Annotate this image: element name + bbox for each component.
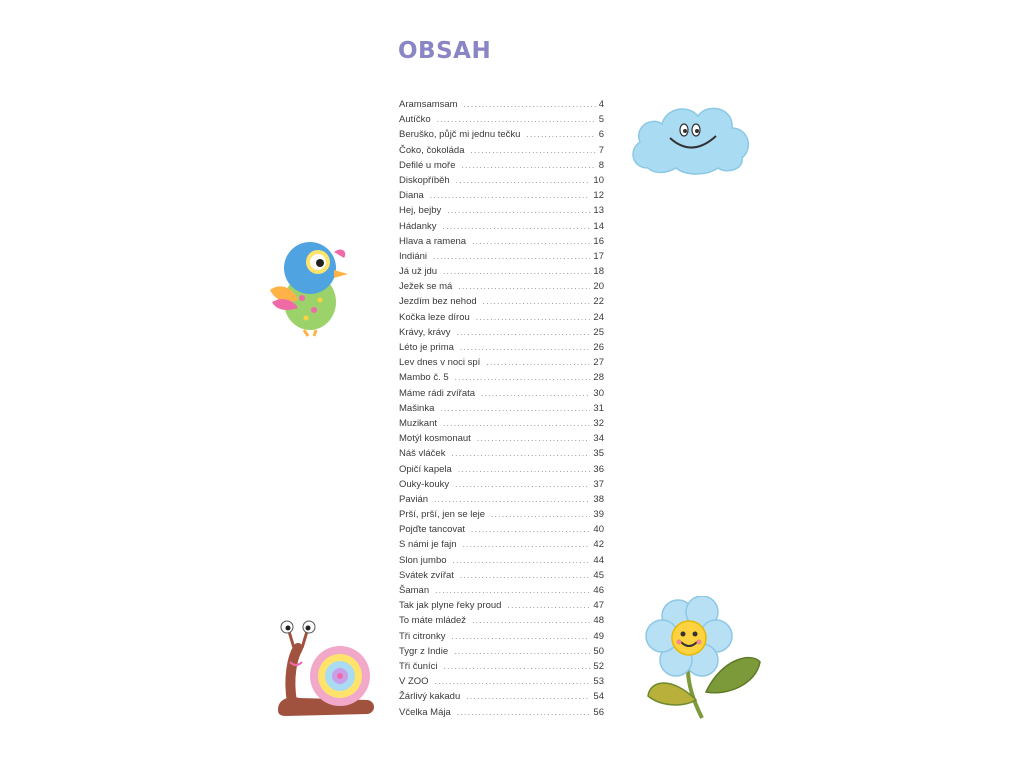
toc-entry-title: Tři citronky bbox=[399, 630, 446, 642]
toc-entry-page: 30 bbox=[593, 387, 604, 399]
toc-dot-leader bbox=[483, 294, 591, 309]
toc-entry-page: 24 bbox=[593, 311, 604, 323]
toc-entry-page: 54 bbox=[593, 691, 604, 703]
toc-dot-leader bbox=[447, 203, 590, 218]
toc-entry bbox=[399, 264, 604, 279]
toc-entry-page: 20 bbox=[593, 281, 604, 293]
toc-entry bbox=[399, 127, 604, 142]
toc-entry-title: To máte mládež bbox=[399, 615, 467, 627]
toc-entry-page: 36 bbox=[593, 463, 604, 475]
toc-entry-page: 25 bbox=[593, 326, 604, 338]
toc-entry bbox=[399, 173, 604, 188]
toc-entry bbox=[399, 249, 604, 264]
toc-entry bbox=[399, 613, 604, 628]
toc-entry bbox=[399, 583, 604, 598]
toc-entry bbox=[399, 416, 604, 431]
toc-entry bbox=[399, 325, 604, 340]
toc-entry-page: 52 bbox=[593, 660, 604, 672]
toc-entry-page: 40 bbox=[593, 524, 604, 536]
toc-entry-title: Svátek zvířat bbox=[399, 569, 454, 581]
toc-entry bbox=[399, 188, 604, 203]
toc-dot-leader bbox=[455, 477, 590, 492]
toc-entry-title: Autíčko bbox=[399, 114, 431, 126]
toc-dot-leader bbox=[463, 537, 591, 552]
toc-entry bbox=[399, 568, 604, 583]
toc-dot-leader bbox=[444, 659, 591, 674]
toc-entry-page: 42 bbox=[593, 539, 604, 551]
toc-dot-leader bbox=[472, 613, 590, 628]
toc-entry-title: Opičí kapela bbox=[399, 463, 452, 475]
toc-entry bbox=[399, 370, 604, 385]
toc-entry-title: Defilé u moře bbox=[399, 159, 456, 171]
toc-entry bbox=[399, 462, 604, 477]
toc-entry bbox=[399, 659, 604, 674]
toc-entry bbox=[399, 97, 604, 112]
toc-dot-leader bbox=[457, 705, 591, 720]
toc-entry-page: 7 bbox=[598, 144, 604, 156]
toc-entry-page: 18 bbox=[593, 266, 604, 278]
toc-entry-title: Diana bbox=[399, 190, 424, 202]
toc-entry-title: Lev dnes v noci spí bbox=[399, 357, 481, 369]
toc-entry-page: 44 bbox=[593, 554, 604, 566]
snail-icon bbox=[272, 618, 382, 718]
toc-entry-page: 28 bbox=[593, 372, 604, 384]
toc-entry-title: Čoko, čokoláda bbox=[399, 144, 465, 156]
toc-dot-leader bbox=[435, 674, 591, 689]
toc-dot-leader bbox=[443, 219, 591, 234]
toc-dot-leader bbox=[437, 112, 596, 127]
toc-dot-leader bbox=[462, 158, 596, 173]
toc-entry-page: 27 bbox=[593, 357, 604, 369]
toc-entry-title: Diskopříběh bbox=[399, 174, 450, 186]
toc-entry-title: Já už jdu bbox=[399, 266, 438, 278]
toc-dot-leader bbox=[456, 173, 591, 188]
toc-entry bbox=[399, 477, 604, 492]
toc-dot-leader bbox=[491, 507, 590, 522]
toc-dot-leader bbox=[481, 386, 590, 401]
toc-entry bbox=[399, 340, 604, 355]
toc-entry bbox=[399, 143, 604, 158]
toc-entry-title: Žárlivý kakadu bbox=[399, 691, 461, 703]
toc-entry-page: 39 bbox=[593, 509, 604, 521]
toc-entry-page: 32 bbox=[593, 417, 604, 429]
toc-dot-leader bbox=[443, 416, 590, 431]
toc-dot-leader bbox=[440, 401, 590, 416]
toc-entry-page: 17 bbox=[593, 250, 604, 262]
toc-dot-leader bbox=[507, 598, 590, 613]
toc-dot-leader bbox=[453, 553, 591, 568]
toc-entry bbox=[399, 553, 604, 568]
toc-entry-title: Mambo č. 5 bbox=[399, 372, 449, 384]
toc-entry bbox=[399, 386, 604, 401]
table-of-contents bbox=[399, 97, 604, 720]
toc-dot-leader bbox=[434, 492, 590, 507]
toc-entry-page: 16 bbox=[593, 235, 604, 247]
toc-entry-page: 56 bbox=[593, 706, 604, 718]
toc-entry-page: 5 bbox=[598, 114, 604, 126]
toc-dot-leader bbox=[454, 644, 590, 659]
toc-entry bbox=[399, 644, 604, 659]
toc-dot-leader bbox=[451, 629, 590, 644]
toc-entry bbox=[399, 112, 604, 127]
page-title: OBSAH bbox=[398, 38, 492, 64]
toc-entry-title: Slon jumbo bbox=[399, 554, 447, 566]
toc-entry-title: S námi je fajn bbox=[399, 539, 457, 551]
toc-entry bbox=[399, 507, 604, 522]
toc-dot-leader bbox=[458, 462, 591, 477]
toc-entry bbox=[399, 158, 604, 173]
toc-dot-leader bbox=[471, 522, 590, 537]
toc-entry-page: 12 bbox=[593, 190, 604, 202]
toc-dot-leader bbox=[464, 97, 596, 112]
toc-entry-page: 4 bbox=[598, 99, 604, 110]
toc-dot-leader bbox=[477, 431, 591, 446]
toc-dot-leader bbox=[526, 127, 595, 142]
toc-entry-page: 13 bbox=[593, 205, 604, 217]
toc-entry-page: 6 bbox=[598, 129, 604, 141]
smiling-flower-icon bbox=[632, 596, 762, 720]
toc-entry bbox=[399, 629, 604, 644]
toc-entry-page: 49 bbox=[593, 630, 604, 642]
toc-entry-title: Šaman bbox=[399, 585, 430, 596]
toc-entry-page: 46 bbox=[593, 585, 604, 596]
toc-entry-page: 37 bbox=[593, 478, 604, 490]
toc-entry-page: 35 bbox=[593, 448, 604, 460]
toc-dot-leader bbox=[486, 355, 590, 370]
toc-entry bbox=[399, 446, 604, 461]
toc-entry-title: Tygr z Indie bbox=[399, 645, 449, 657]
toc-entry bbox=[399, 294, 604, 309]
toc-dot-leader bbox=[451, 446, 590, 461]
toc-entry bbox=[399, 674, 604, 689]
toc-entry-title: Kočka leze dírou bbox=[399, 311, 470, 323]
toc-entry-page: 14 bbox=[593, 220, 604, 232]
toc-entry bbox=[399, 355, 604, 370]
toc-dot-leader bbox=[458, 279, 590, 294]
toc-entry-title: Tak jak plyne řeky proud bbox=[399, 600, 502, 612]
toc-entry-page: 53 bbox=[593, 676, 604, 688]
toc-entry-title: Ouky-kouky bbox=[399, 478, 450, 490]
toc-entry bbox=[399, 689, 604, 704]
smiling-cloud-icon bbox=[626, 96, 756, 176]
bird-icon bbox=[264, 238, 354, 338]
toc-dot-leader bbox=[476, 310, 591, 325]
toc-entry-page: 38 bbox=[593, 493, 604, 505]
toc-entry bbox=[399, 203, 604, 218]
toc-entry-title: Náš vláček bbox=[399, 448, 446, 460]
toc-entry-title: Léto je prima bbox=[399, 342, 454, 353]
toc-entry-title: Máme rádi zvířata bbox=[399, 387, 476, 399]
toc-entry bbox=[399, 310, 604, 325]
toc-dot-leader bbox=[470, 143, 595, 158]
toc-entry-title: Tři čuníci bbox=[399, 660, 438, 672]
toc-dot-leader bbox=[430, 188, 591, 203]
toc-entry-title: Motýl kosmonaut bbox=[399, 433, 471, 445]
toc-entry-title: Hej, bejby bbox=[399, 205, 442, 217]
toc-entry-title: Prší, prší, jen se leje bbox=[399, 509, 486, 521]
toc-entry-page: 26 bbox=[593, 342, 604, 353]
toc-entry-title: Pojďte tancovat bbox=[399, 524, 466, 536]
toc-entry-title: Indiáni bbox=[399, 250, 427, 262]
toc-entry bbox=[399, 522, 604, 537]
toc-dot-leader bbox=[443, 264, 590, 279]
toc-entry bbox=[399, 492, 604, 507]
toc-entry bbox=[399, 234, 604, 249]
toc-dot-leader bbox=[455, 370, 591, 385]
toc-entry bbox=[399, 705, 604, 720]
toc-entry-page: 50 bbox=[593, 645, 604, 657]
toc-entry-title: Krávy, krávy bbox=[399, 326, 451, 338]
toc-entry-title: Jezdím bez nehod bbox=[399, 296, 477, 308]
toc-entry-title: Mašinka bbox=[399, 402, 435, 414]
toc-entry-title: Pavián bbox=[399, 493, 429, 505]
toc-entry bbox=[399, 279, 604, 294]
toc-dot-leader bbox=[457, 325, 591, 340]
toc-entry-page: 47 bbox=[593, 600, 604, 612]
toc-dot-leader bbox=[466, 689, 590, 704]
toc-entry-title: Muzikant bbox=[399, 417, 438, 429]
toc-entry-page: 10 bbox=[593, 174, 604, 186]
toc-entry bbox=[399, 431, 604, 446]
toc-entry-title: Ježek se má bbox=[399, 281, 453, 293]
toc-entry-page: 22 bbox=[593, 296, 604, 308]
toc-entry-page: 34 bbox=[593, 433, 604, 445]
toc-entry-title: Včelka Mája bbox=[399, 706, 451, 718]
toc-entry-page: 8 bbox=[598, 159, 604, 171]
toc-entry-page: 31 bbox=[593, 402, 604, 414]
toc-entry-page: 45 bbox=[593, 569, 604, 581]
toc-entry-title: Beruško, půjč mi jednu tečku bbox=[399, 129, 521, 141]
toc-dot-leader bbox=[472, 234, 590, 249]
toc-dot-leader bbox=[460, 568, 591, 583]
toc-entry-title: Hádanky bbox=[399, 220, 437, 232]
toc-entry bbox=[399, 537, 604, 552]
toc-entry bbox=[399, 598, 604, 613]
toc-entry-title: Hlava a ramena bbox=[399, 235, 467, 247]
toc-entry bbox=[399, 401, 604, 416]
toc-entry-title: Aramsamsam bbox=[399, 99, 458, 110]
toc-entry-title: V ZOO bbox=[399, 676, 429, 688]
toc-dot-leader bbox=[433, 249, 590, 264]
toc-dot-leader bbox=[460, 340, 591, 355]
toc-entry-page: 48 bbox=[593, 615, 604, 627]
toc-dot-leader bbox=[435, 583, 590, 598]
toc-entry bbox=[399, 219, 604, 234]
